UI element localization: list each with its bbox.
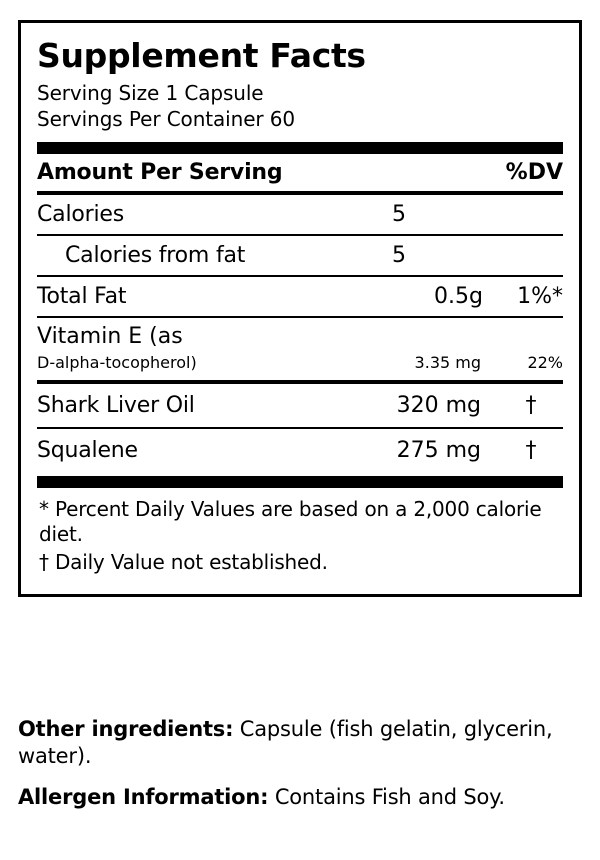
footnote-daily-value-percent: * Percent Daily Values are based on a 2,000 calorie diet. [39,496,542,547]
dv-header: %DV [505,159,563,185]
row-name: D-alpha-tocopherol) [37,352,197,372]
table-row [37,236,563,275]
row-name: Calories from fat [65,242,246,268]
outside-text [18,716,588,825]
row-amount: 275 mg [396,437,481,463]
facts-panel [18,20,582,597]
row-name: Calories [37,201,124,227]
table-row [37,277,563,316]
footnote-daily-value-not-established: † Daily Value not established. [39,549,328,574]
table-row [37,384,563,427]
divider-thick-top [37,142,563,154]
servings-per-container: Servings Per Container 60 [37,107,296,132]
row-dv: † [525,392,537,418]
other-ingredients [18,716,588,770]
row-name: Shark Liver Oil [37,392,195,418]
table-row-vitamin-e-line1 [37,318,563,351]
table-header-row [37,154,563,191]
divider-thick-bottom [37,476,563,488]
page-title: Supplement Facts [37,36,366,75]
row-dv: † [525,437,537,463]
allergen-text: Contains Fish and Soy. [268,784,505,809]
serving-size: Serving Size 1 Capsule [37,80,264,105]
other-ingredients-text: Capsule (fish gelatin, glycerin, water). [18,717,553,768]
allergen-information [18,784,588,811]
row-name: Vitamin E (as [37,323,183,349]
row-amount: 3.35 mg [414,352,481,372]
table-row-vitamin-e-line2 [37,351,563,380]
amount-per-serving-header: Amount Per Serving [37,159,283,185]
allergen-label: Allergen Information: [18,784,269,809]
row-dv: 22% [527,352,563,372]
row-amount: 320 mg [396,392,481,418]
row-name: Squalene [37,437,138,463]
table-row [37,195,563,234]
row-dv: 1%* [517,283,563,309]
footnotes [37,488,563,580]
row-amount: 5 [392,242,406,268]
table-row [37,429,563,472]
row-amount: 0.5g [434,283,483,309]
row-name: Total Fat [37,283,127,309]
row-amount: 5 [392,201,406,227]
other-ingredients-label: Other ingredients: [18,717,234,741]
